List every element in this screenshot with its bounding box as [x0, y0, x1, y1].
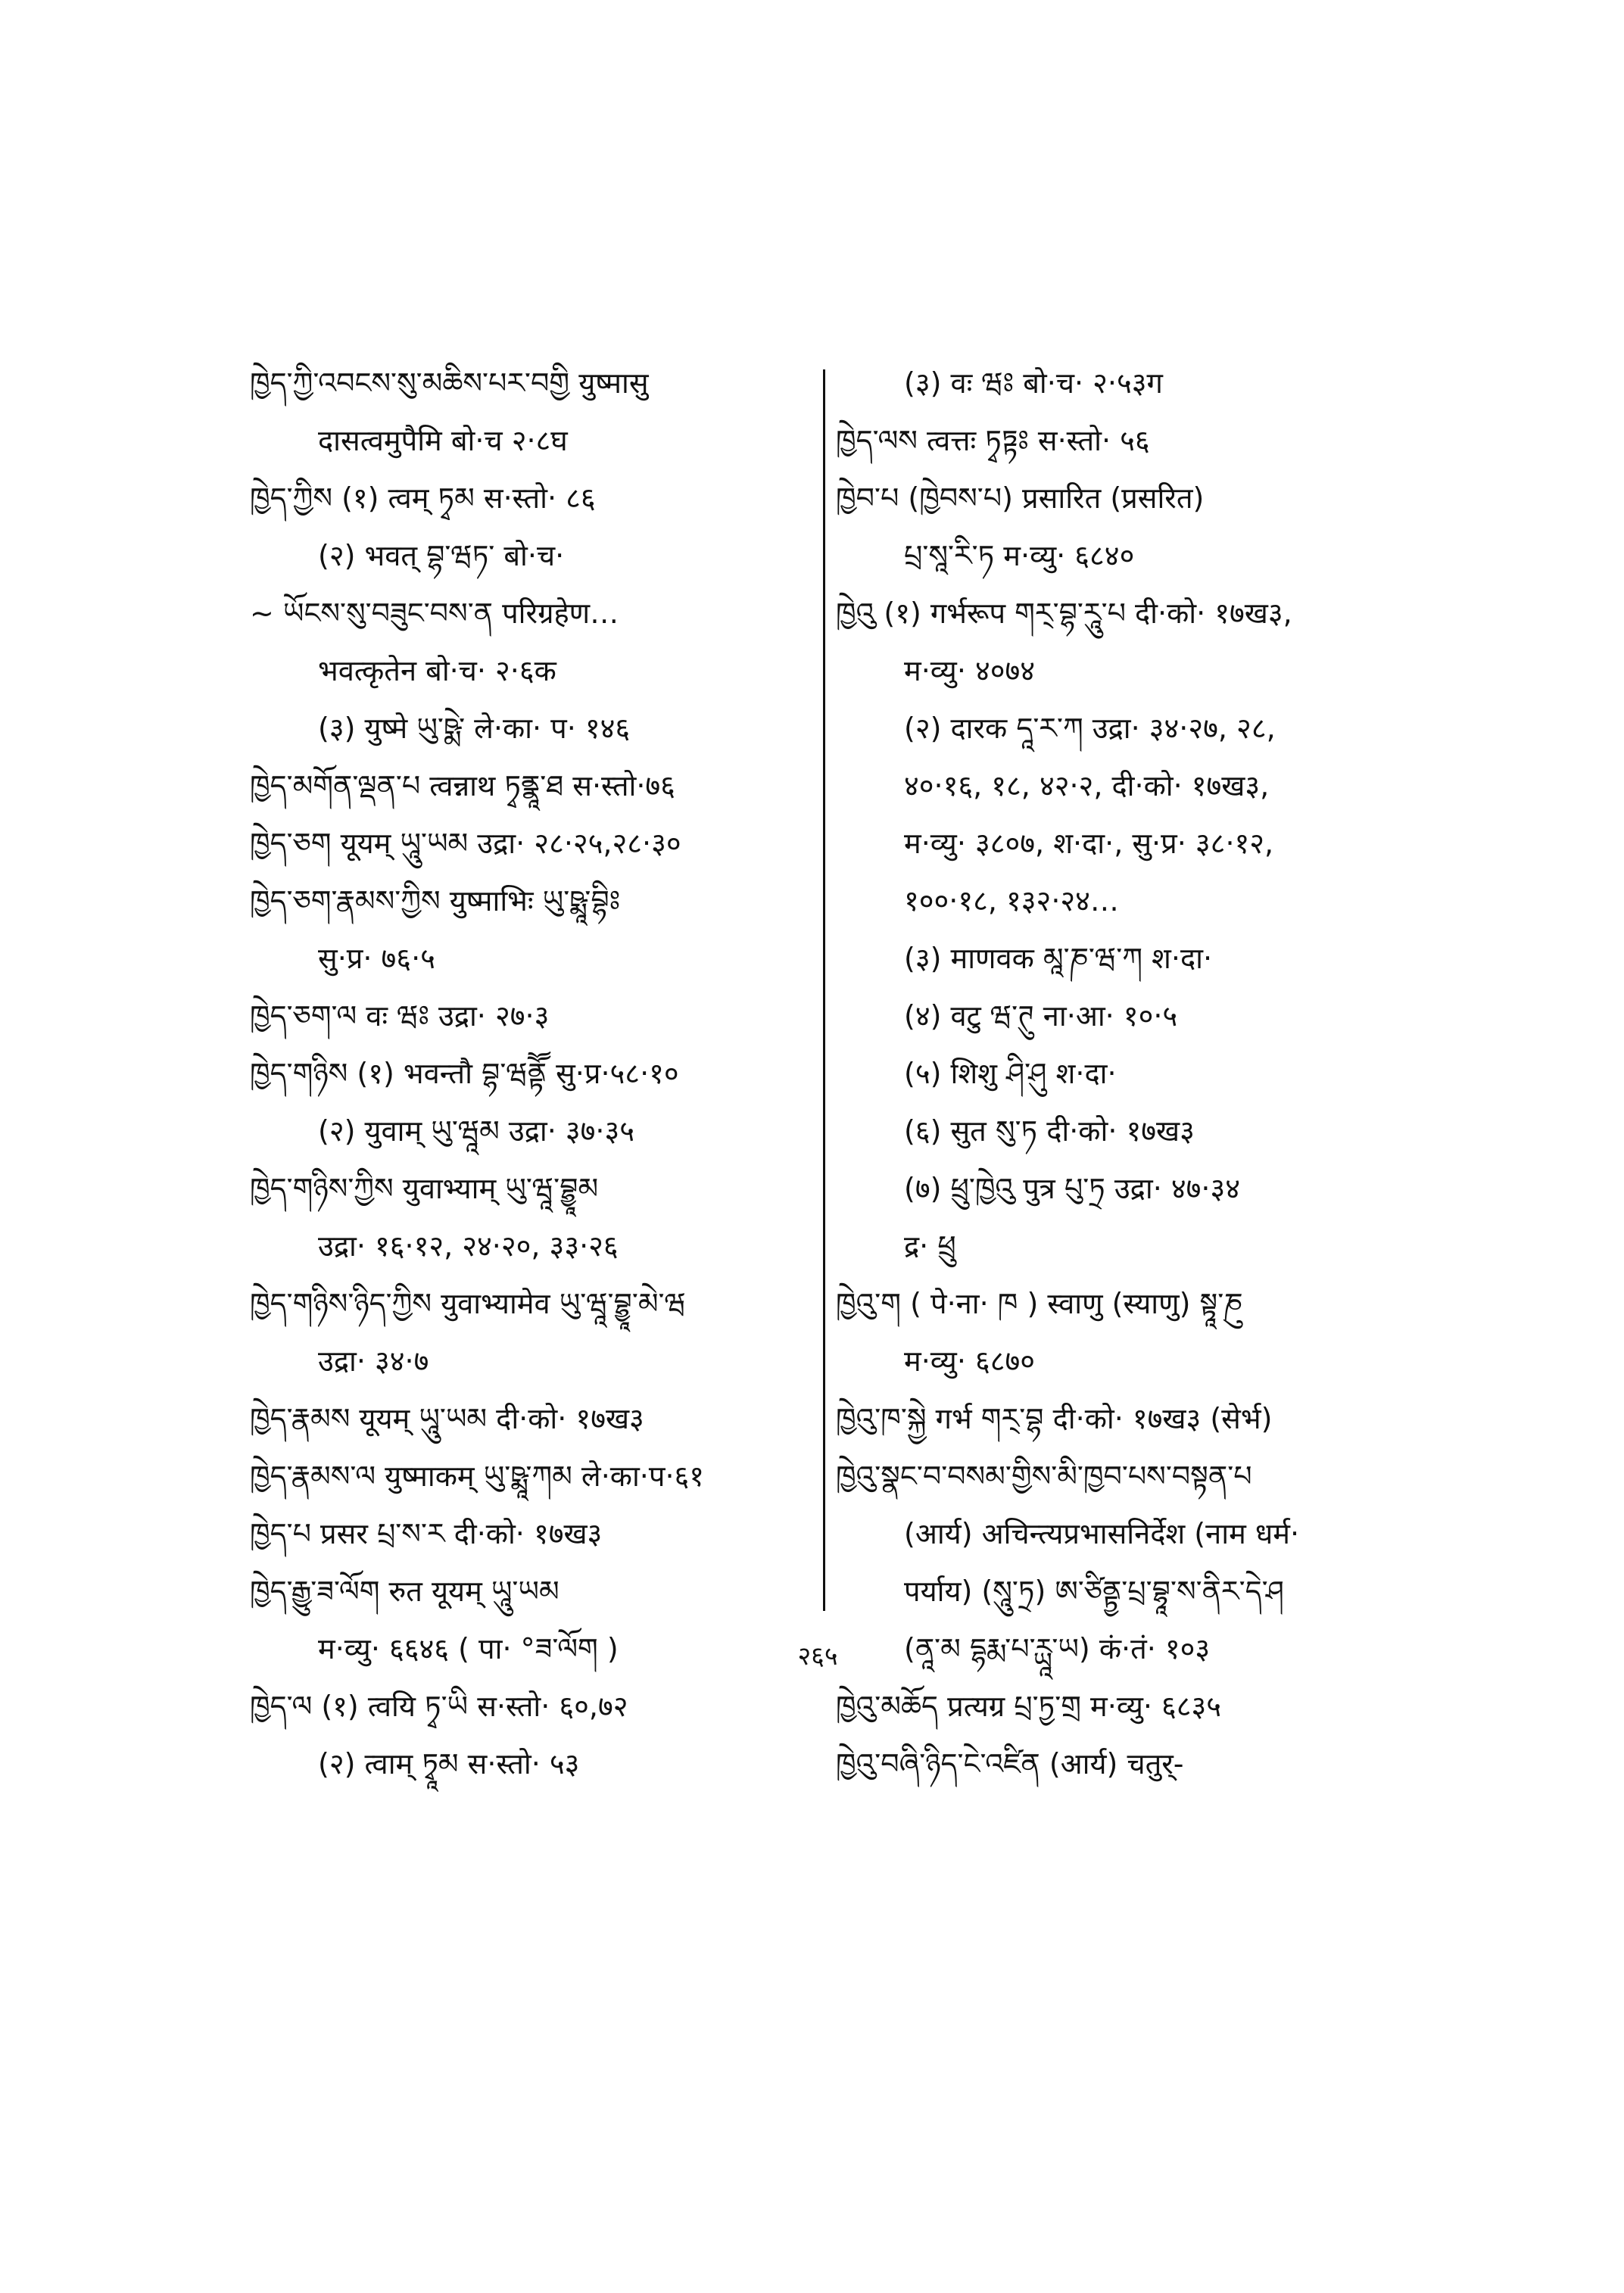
dictionary-entry-line: ཁྱེའུ་སྣང་བ་བསམ་གྱིས་མི་ཁྱབ་པས་བསྟན་པ — [836, 1460, 1252, 1493]
dictionary-entry-line: ཁྱེའུ་བཞི་ཉིད་ངེ་འཛིན (आर्य) चतुर्- — [836, 1747, 1184, 1781]
dictionary-entry-line: ཁྱེད་ཅག་རྣམས་ཀྱིས युष्माभिः ཡུ་ཥྨཱ་བྷིཿ — [250, 884, 621, 918]
dictionary-entry-line: ཁྱེད་གཉིས་ཉིད་ཀྱིས युवाभ्यामेव ཡུ་ཝཱ་བྷྱཱ་མེ་ཝ — [250, 1287, 686, 1320]
dictionary-entry-line: म·व्यु· ६६४६ ( पा· °ཟ་ལོག ) — [318, 1632, 619, 1665]
dictionary-entry-line: द्र· ཕྲུ — [904, 1229, 956, 1263]
dictionary-entry-line: ཁྱེད་གཉིས་ཀྱིས युवाभ्याम् ཡུ་ཝཱ་བྷྱཱམ — [250, 1172, 599, 1205]
dictionary-entry-line: म·व्यु· ४०७४ — [904, 654, 1036, 687]
right-column — [836, 354, 1457, 1793]
dictionary-entry-line: (२) भवत् བྷ་ཝཏ་ बो·च· — [318, 539, 565, 572]
dictionary-entry-line: (ནཱ་མ དྷརྨ་པ་ཪྻཱ་ཡ) कं·तं· १०३ — [904, 1632, 1211, 1665]
dictionary-entry-line: (२) युवाम् ཡུ་ཝཱམ उद्रा· ३७·३५ — [318, 1114, 635, 1148]
dictionary-entry-line: (७) ཕྲུ་ཁྱེའུ पुत्र པུ་ཏྲ उद्रा· ४७·३४ — [904, 1172, 1240, 1205]
dictionary-entry-line: ~ ཡོངས་སུ་བཟུང་བས་ན परिग्रहेण… — [250, 597, 619, 630]
dictionary-entry-line: (२) त्वाम् ཏྭཱམ स·स्तो· ५३ — [318, 1747, 580, 1781]
dictionary-entry-line: ཁྱེད་ཀྱིས (१) त्वम् ཏྭམ स·स्तो· ८६ — [250, 481, 596, 515]
dictionary-entry-line: ཁྱེད་པ प्रसर པྲ་ས་ར दी·को· १७ख३ — [250, 1517, 603, 1550]
dictionary-entry-line: ཁྱེད་རྣམས་ལ युष्माकम् ཡུ་ཥྨཱ་ཀམ ले·का·प·६१ — [250, 1460, 705, 1493]
dictionary-entry-line: (३) वः ཝཿ बो·च· २·५३ग — [904, 366, 1163, 400]
dictionary-entry-line: पर्याय) (སཱུ་ཏྲ) ཨ་ཙིནྟྱ་པྲ་བྷཱ་ས་ནིར་དེ་ཤ — [904, 1575, 1284, 1608]
dictionary-entry-line: ཁྱེད་ལ (१) त्वयि ཏྭ་ཡི स·स्तो· ६०,७२ — [250, 1690, 628, 1723]
column-divider — [823, 369, 825, 1611]
dictionary-entry-line: (२) दारक དཱ་ར་ཀ उद्रा· ३४·२७, २८, — [904, 712, 1276, 745]
dictionary-entry-line: (६) सुत སུ་ཏ दी·को· १७ख३ — [904, 1114, 1195, 1148]
dictionary-entry-line: ཁྱེད་ཀྱི་འབངས་སུ་མཆིས་པར་བགྱི युष्मासु — [250, 366, 649, 400]
dictionary-entry-line: म·व्यु· ६८७० — [904, 1344, 1036, 1378]
dictionary-entry-line: ཁྱེའུ་ཁ་སྐྱེ गर्भ གར྄་བྷ दी·को· १७ख३ (सेर्भ) — [836, 1402, 1273, 1435]
dictionary-entry-line: ཁྱེད་མགོན་ལྡན་པ त्वन्नाथ ཏྭནྣཱ་ཐ स·स्तो·७६ — [250, 769, 675, 802]
dictionary-entry-line: सु·प्र· ७६·५ — [318, 942, 435, 975]
dictionary-entry-line: ཁྱེད་ཅག་ལ वः ཝཿ उद्रा· २७·३ — [250, 999, 550, 1033]
dictionary-entry-line: भवत्कृतेन बो·च· २·६क — [318, 654, 556, 687]
dictionary-entry-line: ཁྱེད་རྒྱུ་ཟ་ལོག रुत यूयम् ཡཱུ་ཡམ — [250, 1575, 560, 1608]
dictionary-entry-line: १००·१८, १३२·२४… — [904, 884, 1119, 918]
dictionary-entry-line: ཁྱེའུ་ག ( पे·ना· ཁ ) स्वाणु (स्याणु) སྟཱ་ཎུ — [836, 1287, 1243, 1320]
dictionary-entry-line: (४) वटु ཝ་ཊུ ना·आ· १०·५ — [904, 999, 1178, 1033]
dictionary-entry-line: ཁྱེབ་པ (ཁྱེབས་པ) प्रसारित (प्रसरित) — [836, 481, 1205, 515]
dictionary-entry-line: ཁྱེད་གཉིས (१) भवन्तौ བྷ་ཝནྟཽ सु·प्र·५८·१० — [250, 1057, 679, 1090]
dictionary-entry-line: (आर्य) अचिन्त्यप्रभासनिर्देश (नाम धर्म· — [904, 1517, 1300, 1550]
dictionary-entry-line: ཁྱེད་ལས त्वत्तः ཏྭཏྟཿ स·स्तो· ५६ — [836, 424, 1150, 457]
dictionary-entry-line: (३) युष्मे ཡུ་ཥྨེ་ ले·का· प· १४६ — [318, 712, 631, 745]
page-number: २६५ — [797, 1641, 838, 1671]
dictionary-entry-line: ४०·१६, १८, ४२·२, दी·को· १७ख३, — [904, 769, 1270, 802]
dictionary-entry-line: ཁྱེའུ་མཆོད प्रत्यग्र པྲ་ཏྱ་གྲ म·व्यु· ६८३५ — [836, 1690, 1222, 1723]
dictionary-entry-line: ཁྱེད་རྣམས यूयम् ཡཱུ་ཡམ दी·को· १७ख३ — [250, 1402, 644, 1435]
dictionary-entry-line: ཁྱེའུ (१) गर्भरूप གར྄་བྷ་རཱུ་པ दी·को· १७ख३, — [836, 597, 1292, 630]
dictionary-entry-line: (३) माणवक མཱ་ཎ་ཝ་ཀ श·दा· — [904, 942, 1213, 975]
dictionary-entry-line: ཁྱེད་ཅག यूयम् ཡཱུ་ཡམ उद्रा· २८·२५,२८·३० — [250, 827, 681, 860]
dictionary-entry-line: दासत्वमुपैमि बो·च २·८घ — [318, 424, 568, 457]
dictionary-entry-line: उद्रा· १६·१२, २४·२०, ३३·२६ — [318, 1229, 619, 1263]
dictionary-entry-line: म·व्यु· ३८०७, श·दा·, सु·प्र· ३८·१२, — [904, 827, 1274, 860]
dictionary-entry-line: པྲ་སཱ་རི་ཏ म·व्यु· ६८४० — [904, 539, 1135, 572]
dictionary-entry-line: उद्रा· ३४·७ — [318, 1344, 429, 1378]
dictionary-entry-line: (५) शिशु ཤི་ཤུ श·दा· — [904, 1057, 1117, 1090]
left-column — [250, 354, 856, 1793]
